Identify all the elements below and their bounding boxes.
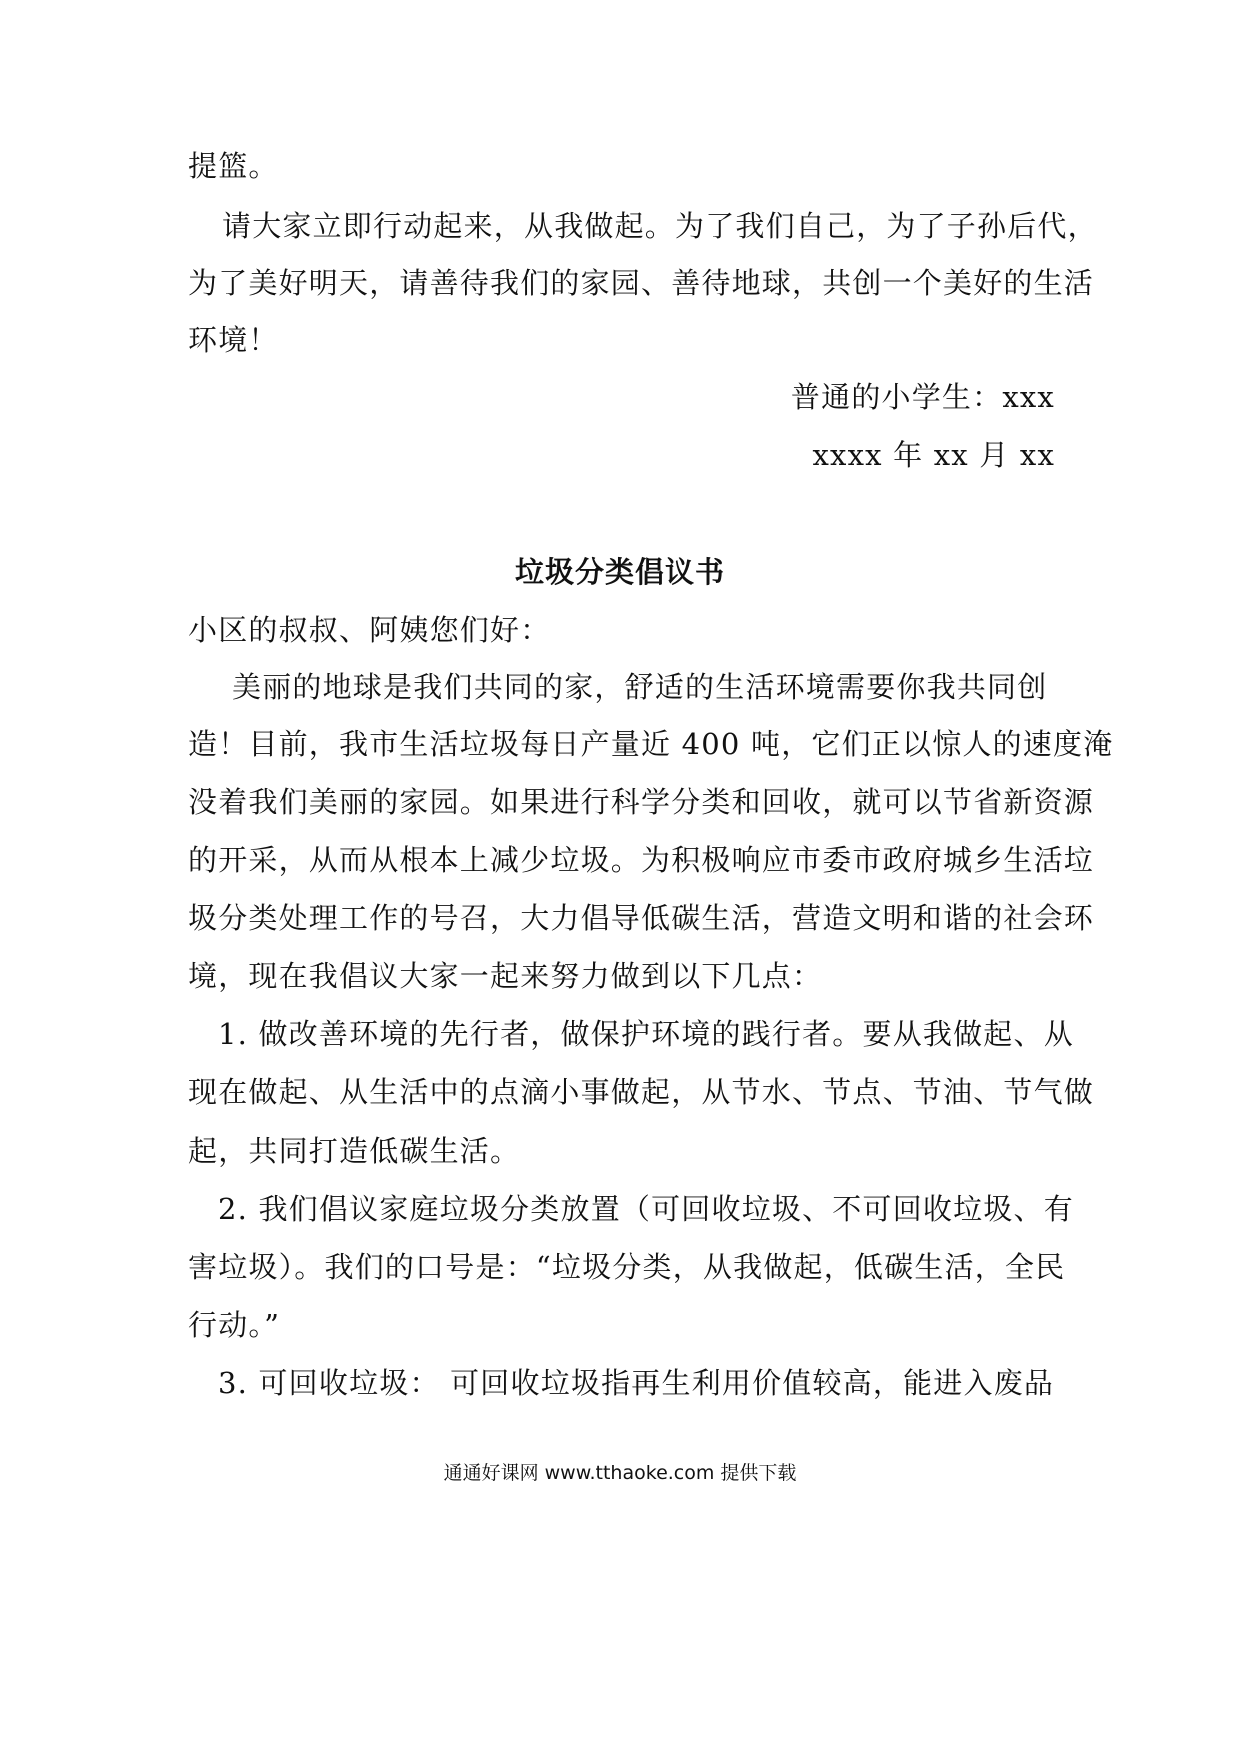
point1-line-3: 起，共同打造低碳生活。 bbox=[188, 1134, 521, 1168]
prev-line-1: 提篮。 bbox=[188, 149, 279, 183]
salutation: 小区的叔叔、阿姨您们好： bbox=[188, 613, 551, 647]
footer-credit: 通通好课网 www.tthaoke.com 提供下载 bbox=[443, 1462, 797, 1484]
document-title: 垃圾分类倡议书 bbox=[514, 555, 725, 589]
intro-line-3: 没着我们美丽的家园。如果进行科学分类和回收，就可以节省新资源 bbox=[188, 785, 1095, 819]
point1-line-1: 1. 做改善环境的先行者，做保护环境的践行者。要从我做起、从 bbox=[218, 1017, 1074, 1051]
prev-date: xxxx 年 xx 月 xx bbox=[812, 438, 1055, 472]
prev-line-4: 环境！ bbox=[188, 323, 279, 357]
intro-line-2: 造！目前，我市生活垃圾每日产量近 400 吨，它们正以惊人的速度淹 bbox=[188, 727, 1114, 761]
point2-line-1: 2. 我们倡议家庭垃圾分类放置（可回收垃圾、不可回收垃圾、有 bbox=[218, 1192, 1074, 1226]
intro-line-6: 境，现在我倡议大家一起来努力做到以下几点： bbox=[188, 959, 823, 993]
point2-line-3: 行动。” bbox=[188, 1308, 281, 1342]
point3-line-1: 3. 可回收垃圾： 可回收垃圾指再生利用价值较高，能进入废品 bbox=[218, 1366, 1055, 1400]
prev-line-2: 请大家立即行动起来，从我做起。为了我们自己，为了子孙后代， bbox=[222, 209, 1098, 243]
prev-line-3: 为了美好明天，请善待我们的家园、善待地球，共创一个美好的生活 bbox=[188, 266, 1095, 300]
intro-line-5: 圾分类处理工作的号召，大力倡导低碳生活，营造文明和谐的社会环 bbox=[188, 901, 1095, 935]
intro-line-1: 美丽的地球是我们共同的家，舒适的生活环境需要你我共同创 bbox=[232, 670, 1048, 704]
point1-line-2: 现在做起、从生活中的点滴小事做起，从节水、节点、节油、节气做 bbox=[188, 1075, 1095, 1109]
point2-line-2: 害垃圾）。我们的口号是：“垃圾分类，从我做起，低碳生活，全民 bbox=[188, 1250, 1066, 1284]
intro-line-4: 的开采，从而从根本上减少垃圾。为积极响应市委市政府城乡生活垃 bbox=[188, 843, 1095, 877]
prev-signature: 普通的小学生：xxx bbox=[790, 380, 1055, 414]
